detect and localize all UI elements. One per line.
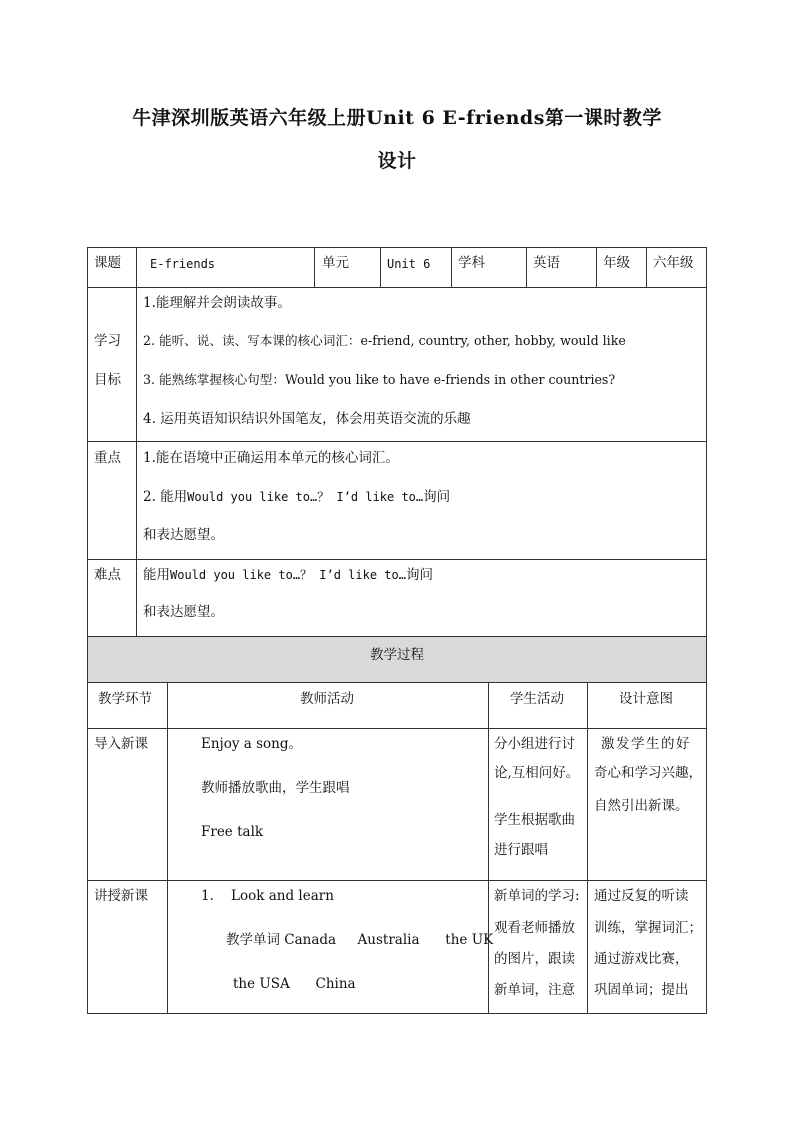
- header-student: 学生活动: [510, 691, 564, 707]
- teacher-activity: 教师播放歌曲，学生跟唱: [201, 780, 350, 796]
- key-points-label: 重点: [94, 450, 121, 466]
- objective-item: 3. 能熟练掌握核心句型：Would you like to have e-friends in other countries?: [143, 372, 616, 387]
- difficulty-line: 能用Would you like to…？ I’d like to…询问: [143, 567, 433, 583]
- unit-value: Unit 6: [387, 257, 431, 271]
- student-activity: 论,互相问好。: [494, 765, 580, 781]
- objective-item: 4. 运用英语知识结识外国笔友，体会用英语交流的乐趣: [143, 411, 471, 427]
- difficulty-line: 和表达愿望。: [143, 604, 224, 620]
- teacher-activity: Free talk: [201, 824, 264, 840]
- subject-value: 英语: [533, 255, 560, 271]
- header-stage: 教学环节: [98, 691, 152, 707]
- stage-cell: 导入新课: [94, 736, 148, 752]
- document-title: 牛津深圳版英语六年级上册Unit 6 E-friends第一课时教学: [132, 107, 662, 129]
- grade-value: 六年级: [653, 255, 694, 271]
- design-intent: 奇心和学习兴趣，: [594, 765, 702, 781]
- objectives-label-1: 学习: [94, 333, 121, 349]
- key-point-line: 和表达愿望。: [143, 527, 224, 543]
- header-intent: 设计意图: [619, 691, 673, 707]
- teacher-activity: 教学单词 Canada Australia the UK: [226, 932, 494, 948]
- design-intent: 自然引出新课。: [594, 798, 689, 814]
- grade-label: 年级: [603, 255, 630, 271]
- key-point-line: 1.能在语境中正确运用本单元的核心词汇。: [143, 450, 399, 466]
- student-activity: 新单词，注意: [494, 982, 575, 998]
- topic-label: 课题: [94, 255, 121, 271]
- topic-value: E-friends: [150, 257, 216, 271]
- design-intent: 巩固单词；提出: [594, 982, 689, 998]
- teacher-activity: the USA China: [233, 976, 356, 992]
- teacher-activity: Enjoy a song。: [201, 736, 303, 752]
- student-activity: 进行跟唱: [494, 842, 548, 858]
- objectives-label-2: 目标: [94, 372, 121, 388]
- subject-label: 学科: [458, 255, 485, 271]
- objective-item: 2. 能听、说、读、写本课的核心词汇：e-friend, country, other, hobby, would like: [143, 333, 626, 348]
- process-section-title: 教学过程: [370, 647, 424, 663]
- student-activity: 学生根据歌曲: [494, 812, 575, 828]
- student-activity: 观看老师播放: [494, 920, 575, 936]
- key-point-line: 2. 能用Would you like to…？ I’d like to…询问: [143, 489, 451, 505]
- document-title-line2: 设计: [377, 150, 417, 172]
- difficulty-label: 难点: [94, 567, 121, 583]
- design-intent: 通过反复的听读: [594, 888, 689, 904]
- student-activity: 的图片，跟读: [494, 951, 575, 967]
- unit-label: 单元: [322, 255, 349, 271]
- teacher-activity: 1. Look and learn: [201, 888, 334, 904]
- design-intent: 激发学生的好: [601, 736, 691, 752]
- design-intent: 训练，掌握词汇；: [594, 920, 702, 936]
- header-teacher: 教师活动: [300, 691, 354, 707]
- stage-cell: 讲授新课: [94, 888, 148, 904]
- objective-item: 1.能理解并会朗读故事。: [143, 295, 291, 311]
- student-activity: 分小组进行讨: [494, 736, 575, 752]
- design-intent: 通过游戏比赛，: [594, 951, 689, 967]
- student-activity: 新单词的学习:: [494, 888, 580, 904]
